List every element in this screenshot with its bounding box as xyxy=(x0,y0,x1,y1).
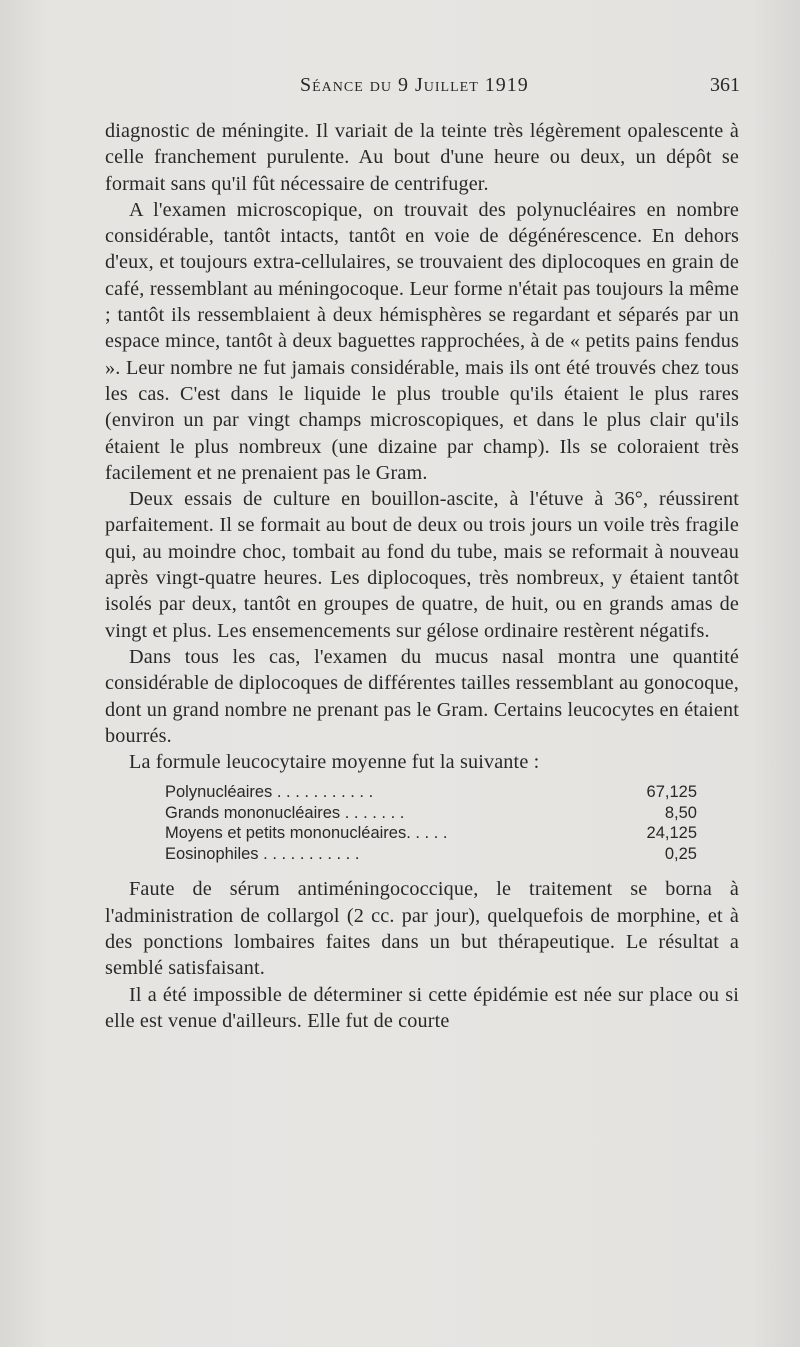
running-head xyxy=(0,70,800,100)
formula-row xyxy=(165,823,697,844)
formula-label: Eosinophiles . . . . . . . . . . . xyxy=(165,844,360,863)
page-number: 361 xyxy=(710,74,740,96)
paragraph: La formule leucocytaire moyenne fut la suivante : xyxy=(129,751,540,774)
formula-value: 67,125 xyxy=(646,783,697,802)
formula-label: Polynucléaires . . . . . . . . . . . xyxy=(165,783,374,802)
running-title: Séance du 9 Juillet 1919 xyxy=(300,74,529,96)
formula-row xyxy=(165,782,697,803)
paragraph: Faute de sérum antiméningococcique, le traitement se borna à l'administration de collargol (2 cc. par jour), quelquefois de morphine, et à des ponctions lombaires faites dans un but thérapeutique. Le résultat a semblé satisfaisant. xyxy=(105,878,739,980)
paragraph: Deux essais de culture en bouillon-ascite, à l'étuve à 36°, réussirent parfaitement. Il se formait au bout de deux ou trois jours un voile très fragile qui, au moindre choc, tombait au fond du tube, mais se reformait à nouveau après vingt-quatre heures. Les diplocoques, très nombreux, y étaient tantôt isolés par deux, tantôt en groupes de quatre, de huit, ou en grands amas de vingt et plus. Les ensemencements sur gélose ordinaire restèrent négatifs. xyxy=(105,488,739,642)
formula-row xyxy=(165,803,697,824)
formula-value: 8,50 xyxy=(664,803,697,822)
paragraph: A l'examen microscopique, on trouvait des polynucléaires en nombre considérable, tantôt intacts, tantôt en voie de dégénérescence. En dehors d'eux, et toujours extra-cellulaires, se trouvaient des diplocoques en grain de café, ressemblant au méningocoque. Leur forme n'était pas toujours la même ; tantôt ils ressemblaient à deux hémisphères se regardant et séparés par un espace mince, tantôt à deux baguettes rapprochées, à de « petits pains fendus ». Leur nombre ne fut jamais considérable, mais ils ont été trouvés chez tous les cas. C'est dans le liquide le plus trouble qu'ils étaient le plus rares (environ un par vingt champs microscopiques, et dans le plus clair qu'ils étaient le plus nombreux (une dizaine par champ). Ils se coloraient très facilement et ne prenaient pas le Gram. xyxy=(105,198,739,484)
formula-row xyxy=(165,844,697,865)
formula-value: 24,125 xyxy=(646,824,697,843)
formula-label: Grands mononucléaires . . . . . . . xyxy=(165,803,405,822)
body-text xyxy=(105,118,739,1034)
paragraph: Il a été impossible de déterminer si cette épidémie est née sur place ou si elle est venue d'ailleurs. Elle fut de courte xyxy=(105,983,739,1032)
paragraph: Dans tous les cas, l'examen du mucus nasal montra une quantité considérable de diplocoques de différentes tailles ressemblant au gonocoque, dont un grand nombre ne prenant pas le Gram. Certains leucocytes en étaient bourrés. xyxy=(105,645,739,747)
leukocyte-formula-table xyxy=(165,782,697,864)
paragraph: diagnostic de méningite. Il variait de la teinte très légèrement opalescente à celle franchement purulente. Au bout d'une heure ou deux, un dépôt se formait sans qu'il fût nécessaire de centrifuger. xyxy=(105,120,739,195)
formula-value: 0,25 xyxy=(664,844,697,863)
formula-label: Moyens et petits mononucléaires. . . . . xyxy=(165,824,448,843)
